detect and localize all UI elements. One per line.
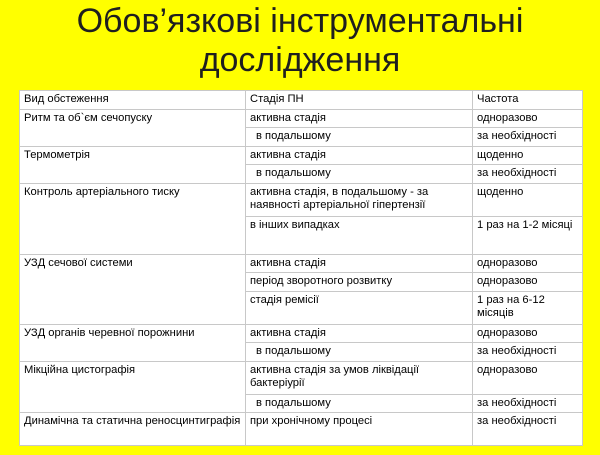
table-row (20, 146, 583, 165)
table-row (20, 254, 583, 273)
stage-cell: активна стадія за умов ліквідації бактеріурії (246, 361, 473, 394)
stage-cell: в подальшому (246, 343, 473, 362)
exam-type-cell: Ритм та об`єм сечопуску (20, 109, 246, 146)
exam-type-cell: Мікційна цистографія (20, 361, 246, 413)
frequency-cell: одноразово (473, 324, 583, 343)
frequency-cell: за необхідності (473, 394, 583, 413)
frequency-cell: одноразово (473, 361, 583, 394)
examinations-table (19, 90, 583, 446)
stage-cell: при хронічному процесі (246, 413, 473, 446)
frequency-cell: за необхідності (473, 128, 583, 147)
stage-cell: активна стадія (246, 109, 473, 128)
header-exam-type: Вид обстеження (20, 91, 246, 110)
frequency-cell: 1 раз на 1-2 місяці (473, 216, 583, 254)
frequency-cell: одноразово (473, 109, 583, 128)
frequency-cell: 1 раз на 6-12 місяців (473, 291, 583, 324)
exam-type-cell: Динамічна та статична реносцинтиграфія (20, 413, 246, 446)
table-row (20, 109, 583, 128)
stage-cell: в подальшому (246, 128, 473, 147)
slide-title (0, 2, 600, 80)
header-stage: Стадія ПН (246, 91, 473, 110)
frequency-cell: одноразово (473, 273, 583, 292)
frequency-cell: за необхідності (473, 343, 583, 362)
table-row (20, 183, 583, 216)
header-frequency: Частота (473, 91, 583, 110)
frequency-cell: одноразово (473, 254, 583, 273)
stage-cell: активна стадія (246, 324, 473, 343)
stage-cell: в інших випадках (246, 216, 473, 254)
title-line-1: Обов’язкові інструментальні (76, 2, 524, 40)
title-line-2: дослідження (199, 41, 401, 79)
stage-cell: активна стадія (246, 146, 473, 165)
frequency-cell: за необхідності (473, 413, 583, 446)
stage-cell: активна стадія (246, 254, 473, 273)
exam-type-cell: УЗД органів черевної порожнини (20, 324, 246, 361)
exam-type-cell: Термометрія (20, 146, 246, 183)
exam-type-cell: Контроль артеріального тиску (20, 183, 246, 254)
frequency-cell: щоденно (473, 183, 583, 216)
table-row (20, 413, 583, 446)
table-row (20, 324, 583, 343)
frequency-cell: за необхідності (473, 165, 583, 184)
exam-type-cell: УЗД сечової системи (20, 254, 246, 324)
frequency-cell: щоденно (473, 146, 583, 165)
stage-cell: період зворотного розвитку (246, 273, 473, 292)
stage-cell: активна стадія, в подальшому - за наявності артеріальної гіпертензії (246, 183, 473, 216)
stage-cell: в подальшому (246, 165, 473, 184)
stage-cell: стадія ремісії (246, 291, 473, 324)
table-row (20, 361, 583, 394)
stage-cell: в подальшому (246, 394, 473, 413)
table-header-row (20, 91, 583, 110)
